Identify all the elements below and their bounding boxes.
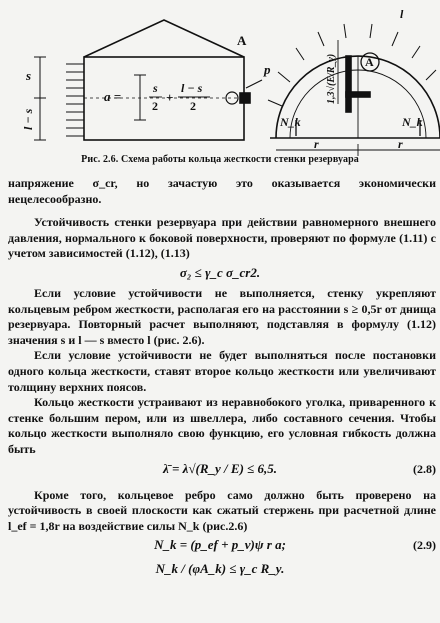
wall-diagram	[34, 20, 262, 140]
equation-2-expr: λ̄ = λ√(R_y / E) ≤ 6,5.	[162, 460, 278, 476]
stiffener-section	[240, 93, 250, 103]
equation-4	[0, 558, 440, 582]
equation-2	[0, 458, 440, 482]
equation-3-number: (2.9)	[413, 538, 436, 553]
equation-2-number: (2.8)	[413, 461, 436, 476]
ring-l-label: l	[400, 7, 404, 21]
angle-profile-web	[346, 56, 351, 112]
frac2-num: l − s	[181, 81, 203, 95]
nk-right-label: N_k	[402, 115, 423, 129]
dim-l-minus-s-label: l − s	[21, 108, 35, 130]
nk-left-label: N_k	[280, 115, 301, 129]
paragraph-5: Кольцо жесткости устраивают из неравнобокого уголка, приваренного к стенке большим пером, или из швеллера, либо составного сечения. Чтобы кольцо жесткости выполняло свою функцию, его условная гибкость должна быть	[8, 395, 436, 456]
figure-caption: Рис. 2.6. Схема работы кольца жесткости стенки резервуара	[81, 154, 359, 165]
equation-1	[0, 262, 440, 286]
dim-s-label: s	[26, 68, 32, 83]
pressure-hatching-left	[66, 64, 84, 136]
roof-label-a: A	[237, 33, 247, 48]
figure-diagram	[0, 0, 440, 160]
paragraph-3: Если условие устойчивости не выполняется, стенку укрепляют кольцевым ребром жесткости, располагая его на расстоянии s ≥ 0,5r от днища резервуара. Повторный расчет выполняют, подставляя в формулу (1.12) значения s и l — s вместо l (рис. 2.6).	[8, 285, 436, 347]
pressure-arrow	[246, 80, 262, 88]
equation-3	[0, 534, 440, 558]
frac1-den: 2	[152, 99, 158, 113]
equation-1-expr: σ₂ ≤ γ_c σ_cr2.	[179, 264, 261, 280]
paragraph-4: Если условие устойчивости не будет выполняться после постановки одного кольца жесткости, ставят второе кольцо жесткости или увеличивают толщину верхних поясов.	[8, 348, 436, 394]
r-left-label: r	[314, 137, 319, 151]
ring-diagram	[268, 24, 440, 156]
pressure-label-p: p	[264, 62, 271, 77]
frac2-den: 2	[190, 99, 196, 113]
roof-outline	[84, 20, 244, 57]
ring-dim-label: 1,3√(E/R_y)	[326, 53, 337, 104]
figure-2-6	[0, 0, 440, 166]
angle-profile-leg	[346, 92, 370, 97]
equation-4-expr: N_k / (φA_k) ≤ γ_c R_y.	[155, 561, 285, 577]
formula-a-lhs: a =	[104, 89, 122, 104]
plus-sign: +	[166, 90, 174, 105]
equation-3-expr: N_k = (p_ef + p_v)ψ r a;	[154, 537, 286, 553]
paragraph-2: Устойчивость стенки резервуара при действии равномерного внешнего давления, нормального к боковой поверхности, проверяют по формуле (1.11) с учетом зависимостей (1.12), (1.13)	[8, 215, 436, 261]
r-right-label: r	[398, 137, 403, 151]
paragraph-1: напряжение σ_cr, но зачастую это оказывается экономически нецелесообразно.	[8, 176, 436, 206]
ring-detail-a-label: A	[365, 55, 374, 69]
paragraph-6: Кроме того, кольцевое ребро само должно быть проверено на устойчивость в своей плоскости как сжатый стержень при расчетной длине l_ef = 1,8r на воздействие силы N_k (рис.2.6)	[8, 487, 436, 533]
page-body	[0, 176, 440, 623]
frac1-num: s	[153, 81, 158, 95]
